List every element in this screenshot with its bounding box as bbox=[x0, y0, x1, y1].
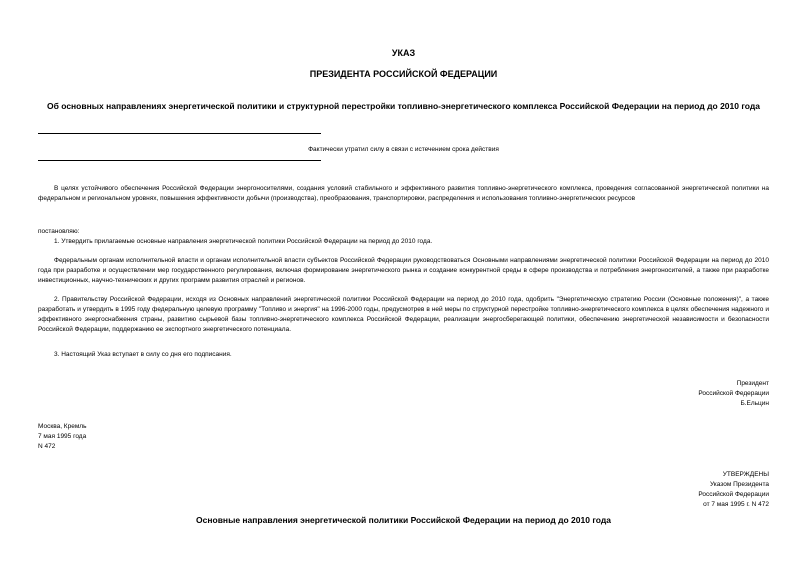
decree-number: N 472 bbox=[38, 443, 56, 450]
item-2-paragraph: 2. Правительству Российской Федерации, исходя из Основных направлений энергетической политики Российской Федерации на период до 2010 года, одобрить "Энергетическую стратегию России (Основные положения)", а также разработать и утвердить в 1995 году федеральную целевую программу "Топливо и энергия" на 1996-2000 годы, предусмотрев в ней меры по структурной перестройке топливно-энергетического комплекса в целях обеспечения надежного и эффективного энергоснабжения страны, развитию сырьевой базы топливно-энергетического комплекса Российской Федерации, реализации энергосберегающей политики, обеспечению энергетической независимости и безопасности Российской Федерации, поддержанию ее экспортного энергетического потенциала. bbox=[38, 296, 769, 333]
approval-block bbox=[698, 470, 769, 510]
preamble-paragraph: В целях устойчивого обеспечения Российской Федерации энергоносителями, создания условий стабильного и эффективного развития топливно-энергетического комплекса, проведения согласованной энергетической политики на федеральном и региональном уровнях, повышения эффективности добычи (производства), преобразования, транспортировки, распределения и использования топливно-энергетических ресурсов bbox=[38, 185, 769, 202]
item-1-federal-paragraph: Федеральным органам исполнительной власти и органам исполнительной власти субъектов Российской Федерации руководствоваться Основными направлениями энергетической политики Российской Федерации на период до 2010 года при разработке и осуществлении мер государственного регулирования, включая формирование энергетического рынка и создание конкурентной среды в сфере производства и потребления энергоносителей, а также при разработке инвестиционных, научно-технических и других программ развития отраслей и регионов. bbox=[38, 257, 769, 284]
signature-name: Б.Ельцин bbox=[740, 400, 769, 407]
approval-by: Указом Президента bbox=[709, 481, 769, 488]
status-note: Фактически утратил силу в связи с истечением срока действия bbox=[308, 146, 499, 153]
item-3-paragraph: 3. Настоящий Указ вступает в силу со дня его подписания. bbox=[54, 351, 232, 358]
divider-top bbox=[38, 133, 321, 134]
issuer-title: ПРЕЗИДЕНТА РОССИЙСКОЙ ФЕДЕРАЦИИ bbox=[309, 69, 498, 79]
signature-block bbox=[698, 379, 769, 409]
decree-subject: Об основных направлениях энергетической политики и структурной перестройки топливно-энергетического комплекса Российской Федерации на период до 2010 года bbox=[47, 101, 760, 111]
approval-heading: УТВЕРЖДЕНЫ bbox=[722, 471, 769, 478]
decree-word: постановляю: bbox=[38, 228, 80, 235]
appendix-title: Основные направления энергетической политики Российской Федерации на период до 2010 года bbox=[196, 515, 611, 525]
approval-country: Российской Федерации bbox=[698, 491, 769, 498]
decree-title: УКАЗ bbox=[391, 48, 416, 58]
place: Москва, Кремль bbox=[38, 423, 87, 430]
signature-country: Российской Федерации bbox=[698, 390, 769, 397]
item-1-paragraph: 1. Утвердить прилагаемые основные направления энергетической политики Российской Федерации на период до 2010 года. bbox=[54, 238, 433, 245]
divider-bottom bbox=[38, 160, 321, 161]
place-date-block bbox=[38, 422, 86, 452]
approval-date: от 7 мая 1995 г. N 472 bbox=[703, 501, 769, 508]
signature-position: Президент bbox=[736, 380, 769, 387]
date: 7 мая 1995 года bbox=[38, 433, 87, 440]
